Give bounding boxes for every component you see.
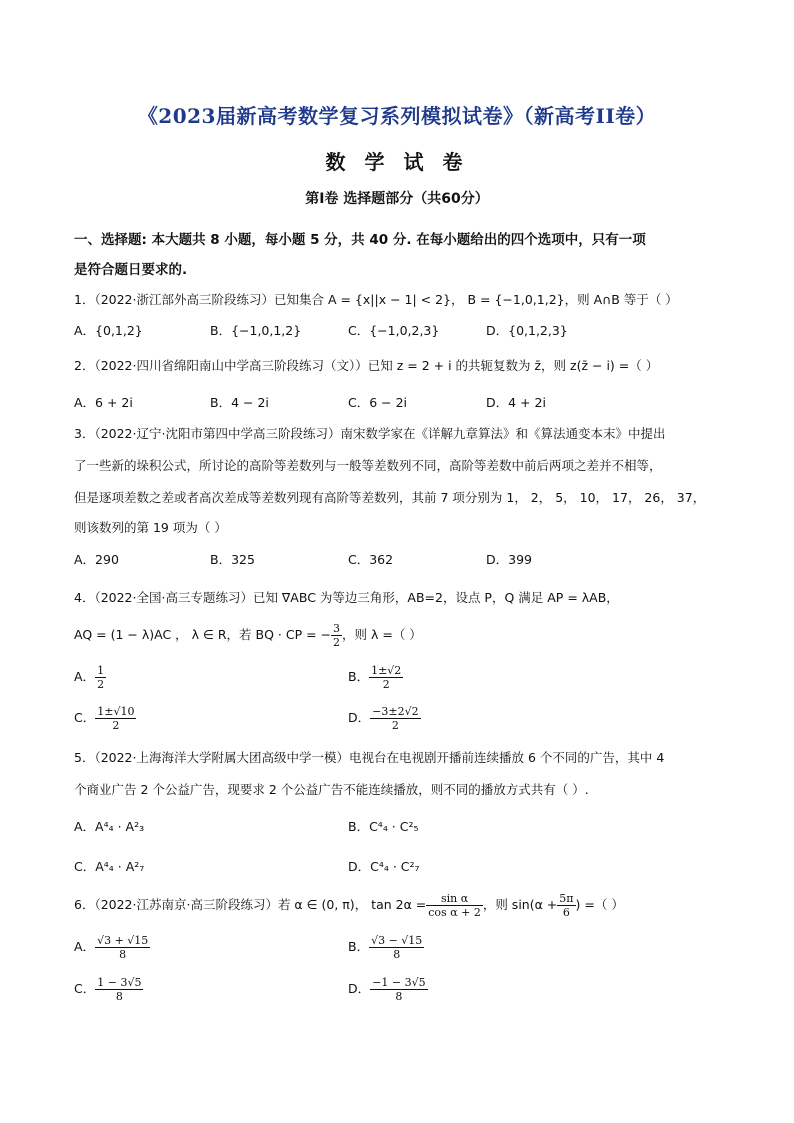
fraction-denominator: 2 [333,636,341,649]
question-4-line-1: 4．（2022·全国·高三专题练习）已知 ∇ABC 为等边三角形，AB=2，设点 P，Q 满足 AP = λAB， [74,590,619,605]
option-fraction [369,664,403,691]
fraction-numerator: 1 − 3√5 [97,976,142,989]
q3-option-c: C．362 [348,552,394,567]
fraction-denominator: 6 [562,906,570,919]
q4-option-a [74,664,106,691]
option-fraction [370,976,427,1003]
q4-option-b [348,664,403,691]
q2-option-b: B．4 − 2i [210,395,269,410]
exam-title: 《2023届新高考数学复习系列模拟试卷》（新高考II卷） [137,104,657,128]
question-2-stem: 2．（2022·四川省绵阳南山中学高三阶段练习（文））已知 z = 2 + i 的共轭复数为 z̄，则 z(z̄ − i) =（ ） [74,358,659,373]
fraction-denominator: 2 [97,678,105,691]
section-title: 第Ⅰ卷 选择题部分（共60分） [305,191,489,207]
q6-stem-text: 6．（2022·江苏南京·高三阶段练习）若 α ∈ (0, π)， tan 2α = [74,897,427,912]
q6-tan-fraction [426,892,483,919]
fraction-denominator: 8 [119,948,127,961]
option-label: B． [348,939,370,954]
option-fraction [95,664,106,691]
fraction-numerator: 3 [333,622,341,635]
option-fraction [95,976,143,1003]
fraction-numerator: −1 − 3√5 [372,976,426,989]
option-label: C． [74,981,96,996]
option-label: B． [348,669,370,684]
q6-angle-fraction [557,892,575,919]
q1-option-b: B．{−1,0,1,2} [210,323,302,338]
fraction-denominator: 2 [112,719,120,732]
fraction-denominator: cos α + 2 [428,906,481,919]
question-6-stem [74,892,624,919]
q4-line2-text: AQ = (1 − λ)AC ， λ ∈ R，若 BQ · CP = − [74,627,332,642]
option-label: A． [74,669,96,684]
fraction-numerator: sin α [426,892,483,906]
option-label: D． [348,981,371,996]
fraction-denominator: 2 [382,678,390,691]
q6-stem-tail: ) =（ ） [575,897,624,912]
fraction-numerator: 5π [559,892,574,905]
fraction-denominator: 2 [391,719,399,732]
q5-option-a: A．A⁴₄ · A²₃ [74,819,145,834]
q2-option-c: C．6 − 2i [348,395,408,410]
question-3-line-2: 了一些新的垛积公式，所讨论的高阶等差数列与一般等差数列不同，高阶等差数中前后两项之差并不相等， [74,458,662,473]
q4-option-c [74,705,136,732]
q5-option-c: C．A⁴₄ · A²₇ [74,859,145,874]
q6-option-a [74,934,150,961]
q6-stem-mid: ，则 sin(α + [482,897,558,912]
option-fraction [370,705,420,732]
q1-option-a: A．{0,1,2} [74,323,143,338]
question-3-line-1: 3．（2022·辽宁·沈阳市第四中学高三阶段练习）南宋数学家在《详解九章算法》和《算法通变本末》中提出 [74,426,666,441]
question-5-line-1: 5．（2022·上海海洋大学附属大团高级中学一模）电视台在电视剧开播前连续播放 6 个不同的广告，其中 4 [74,750,665,765]
q4-option-d [348,705,421,732]
q5-option-d: D．C⁴₄ · C²₇ [348,859,420,874]
fraction-denominator: 8 [395,990,403,1003]
q6-option-b [348,934,424,961]
q3-option-b: B．325 [210,552,255,567]
option-label: C． [74,710,96,725]
fraction-denominator: 8 [393,948,401,961]
question-5-line-2: 个商业广告 2 个公益广告，现要求 2 个公益广告不能连续播放，则不同的播放方式共有（ ）. [74,782,589,797]
q6-option-c [74,976,143,1003]
fraction-denominator: 8 [115,990,123,1003]
question-3-line-4: 则该数列的第 19 项为（ ） [74,520,227,535]
fraction-numerator: √3 − √15 [371,934,423,947]
question-4-line-2 [74,622,422,649]
fraction-numerator: 1±√2 [371,664,402,677]
exam-subtitle: 数 学 试 卷 [325,150,469,174]
instructions-line-2: 是符合题日要求的. [74,262,188,278]
fraction-numerator: 1±√10 [97,705,135,718]
q4-line2-fraction [331,622,342,649]
fraction-numerator: 1 [97,664,105,677]
option-fraction [369,934,424,961]
q4-line2-tail: ，则 λ =（ ） [342,627,422,642]
instructions-line-1: 一、选择题: 本大题共 8 小题，每小题 5 分，共 40 分. 在每小题给出的四个选项中，只有一项 [74,232,646,248]
q6-option-d [348,976,428,1003]
q5-option-b: B．C⁴₄ · C²₅ [348,819,419,834]
fraction-numerator: √3 + √15 [97,934,149,947]
q2-option-a: A．6 + 2i [74,395,133,410]
fraction-numerator: −3±2√2 [372,705,419,718]
option-label: A． [74,939,96,954]
question-1-stem: 1．（2022·浙江部外高三阶段练习）已知集合 A = {x||x − 1| < 2}， B = {−1,0,1,2}，则 A∩B 等于（ ） [74,292,678,307]
option-fraction [95,705,136,732]
question-3-line-3: 但是逐项差数之差或者高次差成等差数列现有高阶等差数列，其前 7 项分别为 1， 2， 5， 10， 17， 26， 37， [74,490,706,505]
q3-option-d: D．399 [486,552,532,567]
option-label: D． [348,710,371,725]
q1-option-d: D．{0,1,2,3} [486,323,568,338]
option-fraction [95,934,150,961]
q1-option-c: C．{−1,0,2,3} [348,323,440,338]
q2-option-d: D．4 + 2i [486,395,546,410]
q3-option-a: A．290 [74,552,119,567]
